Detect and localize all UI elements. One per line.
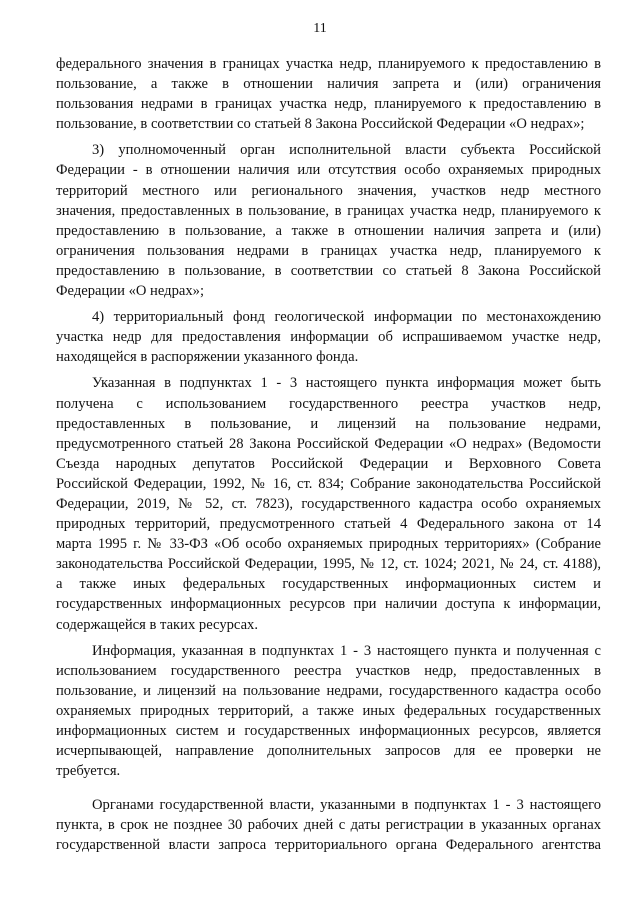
paragraph bbox=[56, 54, 601, 134]
text-line: содержащейся в таких ресурсах. bbox=[56, 616, 258, 633]
text-line: участка недр для предоставления информации об испрашиваемом участке недр, bbox=[56, 329, 601, 346]
text-line: пользование, а также в отношении наличия запрета и (или) ограничения bbox=[56, 76, 601, 93]
text-line: Федерации - в отношении наличия или отсутствия особо охраняемых природных bbox=[56, 162, 601, 179]
paragraph bbox=[56, 307, 601, 367]
text-line: предоставлению в пользование, в соответствии со статьей 8 Закона Российской bbox=[56, 262, 601, 279]
text-line: пользования недрами в границах участка недр, планируемого к предоставлению в bbox=[56, 96, 601, 113]
text-line: марта 1995 г. № 33-ФЗ «Об особо охраняемых природных территориях» (Собрание bbox=[56, 536, 601, 553]
text-line: 4) территориальный фонд геологической информации по местонахождению bbox=[92, 309, 601, 326]
paragraph bbox=[56, 641, 601, 782]
text-line: предусмотренного статьей 28 Закона Российской Федерации «О недрах» (Ведомости bbox=[56, 435, 601, 452]
paragraph bbox=[56, 373, 601, 634]
text-line: государственных информационных ресурсов при наличии доступа к информации, bbox=[56, 596, 601, 613]
text-line: Федерации «О недрах»; bbox=[56, 283, 204, 300]
text-line: исчерпывающей, направление дополнительных запросов для ее проверки не bbox=[56, 743, 601, 760]
text-line: охраняемых природных территорий, а также иных федеральных государственных bbox=[56, 702, 601, 719]
paragraph bbox=[56, 795, 601, 855]
page-number: 11 bbox=[313, 21, 327, 36]
text-line: пользование, и лицензий на пользование недрами, государственного кадастра особо bbox=[56, 682, 601, 699]
text-line: ограничения пользования недрами в границах участка недр, планируемого к bbox=[56, 242, 601, 259]
text-line: информационных систем и государственных информационных ресурсов, является bbox=[56, 723, 601, 739]
paragraph bbox=[56, 140, 601, 301]
text-line: 3) уполномоченный орган исполнительной власти субъекта Российской bbox=[92, 142, 601, 159]
text-line: получена с использованием государственного реестра участков недр, bbox=[56, 395, 601, 412]
document-body bbox=[56, 54, 601, 856]
text-line: требуется. bbox=[56, 763, 121, 780]
text-line: Органами государственной власти, указанными в подпунктах 1 - 3 настоящего bbox=[92, 797, 601, 814]
text-line: Указанная в подпунктах 1 - 3 настоящего пункта информация может быть bbox=[92, 375, 601, 392]
text-line: пользование, в соответствии со статьей 8 Закона Российской Федерации «О недрах»; bbox=[56, 116, 585, 133]
text-line: Информация, указанная в подпунктах 1 - 3 настоящего пункта и полученная с bbox=[92, 642, 601, 659]
text-line: Российской Федерации, 1992, № 16, ст. 834; Собрание законодательства Российской bbox=[56, 475, 601, 492]
text-line: пункта, в срок не позднее 30 рабочих дней с даты регистрации в указанных органах bbox=[56, 817, 601, 834]
text-line: федерального значения в границах участка недр, планируемого к предоставлению в bbox=[56, 56, 601, 72]
text-line: территорий местного или регионального значения, участков недр местного bbox=[56, 182, 601, 199]
text-line: находящейся в распоряжении указанного фонда. bbox=[56, 349, 359, 366]
text-line: природных территорий, предусмотренного статьей 4 Федерального закона от 14 bbox=[56, 516, 601, 533]
text-line: государственной власти запроса территориального органа Федерального агентства bbox=[56, 837, 601, 854]
text-line: значения, предоставленных в пользование, в границах участка недр, планируемого к bbox=[56, 202, 601, 219]
text-line: Съезда народных депутатов Российской Федерации и Верховного Совета bbox=[56, 455, 601, 472]
text-line: предоставленных в пользование, и лицензий на пользование недрами, bbox=[56, 415, 601, 432]
text-line: Федерации, 2019, № 52, ст. 7823), государственного кадастра особо охраняемых bbox=[56, 495, 601, 512]
text-line: предоставлению в пользование, а также в отношении наличия запрета и (или) bbox=[56, 222, 601, 239]
text-line: законодательства Российской Федерации, 1995, № 12, ст. 1024; 2021, № 24, ст. 4188), bbox=[56, 556, 601, 573]
text-line: использованием государственного реестра участков недр, предоставленных в bbox=[56, 662, 601, 679]
text-line: а также иных федеральных государственных информационных систем и bbox=[56, 576, 601, 593]
